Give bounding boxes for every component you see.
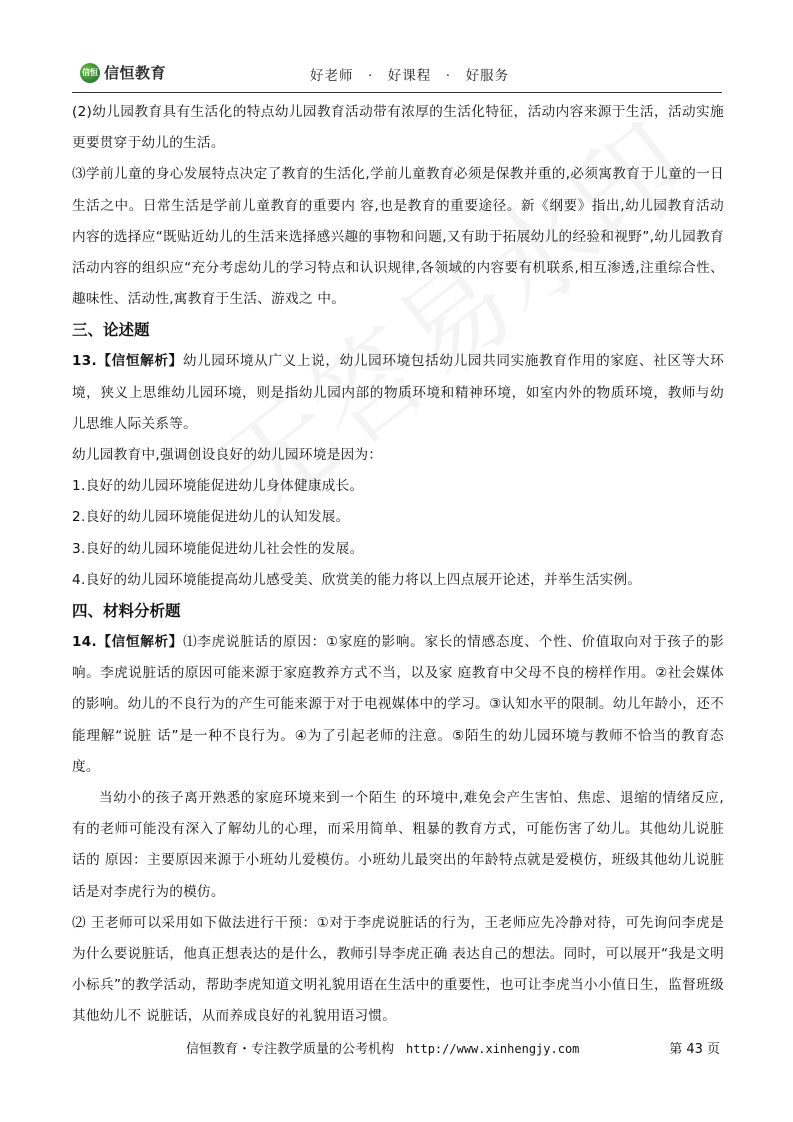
list-item: 3.良好的幼儿园环境能促进幼儿社会性的发展。 xyxy=(72,540,364,557)
list-item: 1.良好的幼儿园环境能促进幼儿身体健康成长。 xyxy=(72,478,364,495)
list-item: 4.良好的幼儿园环境能提高幼儿感受美、欣赏美的能力将以上四点展开论述，并举生活实例。 xyxy=(72,571,642,588)
question-14-answer xyxy=(72,627,724,783)
question-14-paragraph-3: ⑵ 王老师可以采用如下做法进行干预：①对于李虎说脏话的行为，王老师应先冷静对待，可先询问李虎是为什么要说脏话，他真正想表达的是什么，教师引导李虎正确 表达自己的想法。同时，可以展开“我是文明小标兵”的教学活动，帮助李虎知道文明礼貌用语在生活中的重要性，也可让李虎当小小值日生，监督班级其他幼儿不 说脏话，从而养成良好的礼貌用语习惯。 xyxy=(72,914,724,1025)
logo xyxy=(80,62,166,83)
section-heading-material: 四、材料分析题 xyxy=(72,602,181,621)
page-header xyxy=(72,56,722,93)
paragraph-2: (2)幼儿园教育具有生活化的特点幼儿园教育活动带有浓厚的生活化特征，活动内容来源于生活，活动实施更要贯穿于幼儿的生活。 xyxy=(72,104,724,152)
paragraph-3: ⑶学前儿童的身心发展特点决定了教育的生活化,学前儿童教育必须是保教并重的,必须寓教育于儿童的一日生活之中。日常生活是学前儿童教育的重要内 容,也是教育的重要途径。新《纲要》指出,幼儿园教育活动内容的选择应“既贴近幼儿的生活来选择感兴趣的事物和问题,又有助于拓展幼儿的经验和视野”,幼儿园教育活动内容的组织应“充分考虑幼儿的学习特点和认识规律,各领域的内容要有机联系,相互渗透,注重综合性、趣味性、活动性,寓教育于生活、游戏之 中。 xyxy=(72,166,724,308)
header-slogan: 好老师 · 好课程 · 好服务 xyxy=(310,68,510,84)
question-14-paragraph-2: 当幼小的孩子离开熟悉的家庭环境来到一个陌生 的环境中,难免会产生害怕、焦虑、退缩的情绪反应,有的老师可能没有深入了解幼儿的心理，而采用简单、粗暴的教育方式，可能伤害了幼儿。其他幼儿说脏话的 原因：主要原因来源于小班幼儿爱模仿。小班幼儿最突出的年龄特点就是爱模仿，班级其他幼儿说脏话是对李虎行为的模仿。 xyxy=(72,790,724,900)
question-14-text: ⑴李虎说脏话的原因：①家庭的影响。家长的情感态度、个性、价值取向对于孩子的影响。李虎说脏话的原因可能来源于家庭教养方式不当，以及家 庭教育中父母不良的榜样作用。②社会媒体的影响。幼儿的不良行为的产生可能来源于对于电视媒体中的学习。③认知水平的限制。幼儿年龄小，还不能理解“说脏 话”是一种不良行为。④为了引起老师的注意。⑤陌生的幼儿园环境与教师不恰当的教育态度。 xyxy=(72,634,724,775)
question-13-answer xyxy=(72,346,724,440)
page-number: 第 43 页 xyxy=(669,1042,720,1057)
document-body xyxy=(72,97,724,1033)
footer-org: 信恒教育・专注教学质量的公考机构 xyxy=(186,1042,395,1057)
logo-text: 信恒教育 xyxy=(104,64,167,82)
section-heading-essay: 三、论述题 xyxy=(72,321,150,340)
logo-icon: 信恒 xyxy=(80,63,100,83)
footer-center xyxy=(186,1038,579,1057)
question-13-text: 幼儿园环境从广义上说，幼儿园环境包括幼儿园共同实施教育作用的家庭、社区等大环境，狭义上思维幼儿园环境，则是指幼儿园内部的物质环境和精神环境，如室内外的物质环境，教师与幼儿思维人际关系等。 xyxy=(72,353,724,432)
page-footer xyxy=(72,1034,724,1058)
question-13-intro: 幼儿园教育中,强调创设良好的幼儿园环境是因为： xyxy=(72,447,383,464)
question-14-tag: 14.【信恒解析】 xyxy=(72,634,184,651)
footer-url: http://www.xinhengjy.com xyxy=(406,1042,580,1056)
list-item: 2.良好的幼儿园环境能促进幼儿的认知发展。 xyxy=(72,509,350,526)
question-13-tag: 13.【信恒解析】 xyxy=(72,353,183,370)
